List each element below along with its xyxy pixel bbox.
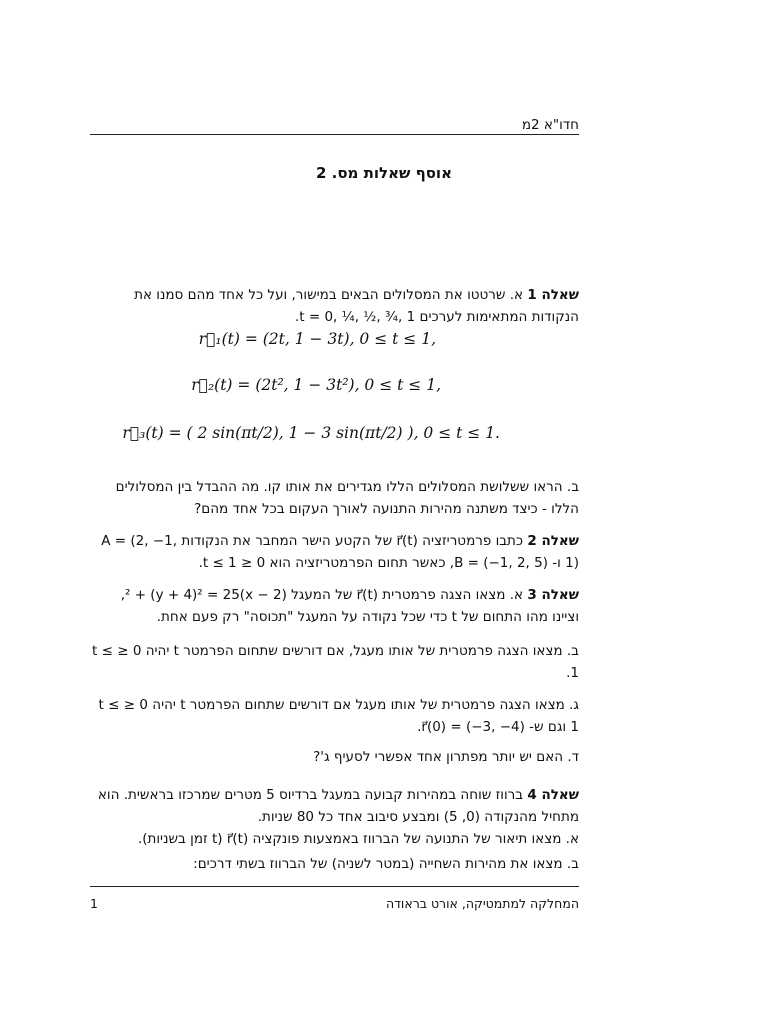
question-1-part-a xyxy=(90,284,579,328)
equation-r1: r⃗₁(t) = (2t, 1 − 3t), 0 ≤ t ≤ 1, xyxy=(198,330,436,348)
header-course: חדו"א 2מ xyxy=(521,117,579,133)
question-4 xyxy=(90,784,579,828)
header-rule xyxy=(90,134,579,135)
question-2 xyxy=(90,530,579,574)
question-4-text: ברווז שוחה במהירות קבועה במעגל ברדיוס 5 מטרים שמרכזו בראשית. הוא מתחיל מהנקודה (0, 5) ומבצע סיבוב אחד כל 80 שניות. xyxy=(97,787,579,825)
footer-page-number: 1 xyxy=(90,896,98,911)
question-3-part-a xyxy=(90,584,579,628)
page-title: אוסף שאלות מס. 2 xyxy=(315,164,452,182)
question-1-label: שאלה 1 xyxy=(527,287,579,303)
question-3-label: שאלה 3 xyxy=(527,587,579,603)
question-2-label: שאלה 2 xyxy=(527,533,579,549)
question-3-part-d: ד. האם יש יותר מפתרון אחד אפשרי לסעיף ג'? xyxy=(313,749,579,765)
question-4-label: שאלה 4 xyxy=(527,787,579,803)
equation-r3: r⃗₃(t) = ( 2 sin(πt/2), 1 − 3 sin(πt/2) ), 0 ≤ t ≤ 1. xyxy=(122,424,500,442)
equation-r2: r⃗₂(t) = (2t², 1 − 3t²), 0 ≤ t ≤ 1, xyxy=(191,376,441,394)
question-4-part-a: א. מצאו תיאור של התנועה של הברווז באמצעות פונקציה r⃗(t) (t זמן בשניות). xyxy=(137,831,579,847)
question-2-text: כתבו פרמטריזציה r⃗(t) של הקטע הישר המחבר את הנקודות A = (2, −1, 1) ו- B = (−1, 2, 5), כאשר תחום הפרמטריזציה הוא 0 ≤ t ≤ 1. xyxy=(101,533,579,571)
question-1-part-a-text: א. שרטטו את המסלולים הבאים במישור, ועל כל אחד מהם סמנו את הנקודות המתאימות לערכים t = 0, ¼, ½, ¾, 1. xyxy=(134,287,579,325)
question-3-part-c: ג. מצאו הצגה פרמטרית של אותו מעגל אם דורשים שתחום הפרמטר t יהיה 0 ≤ t ≤ 1 וגם ש- r⃗(0) = (−3, −4). xyxy=(98,697,579,735)
question-3-part-b: ב. מצאו הצגה פרמטרית של אותו מעגל, אם דורשים שתחום הפרמטר t יהיה 0 ≤ t ≤ 1. xyxy=(92,643,579,681)
footer-department: המחלקה למתמטיקה, אורט בראודה xyxy=(385,896,579,911)
footer-rule xyxy=(90,886,579,887)
question-3-part-a-text: א. מצאו הצגה פרמטרית r⃗(t) של המעגל (x − 2)² + (y + 4)² = 25, וציינו מהו התחום של t כדי שכל נקודה על המעגל "תכוסה" רק פעם אחת. xyxy=(120,587,579,625)
question-4-part-b: ב. מצאו את מהירות השחייה (במטר לשניה) של הברווז בשתי דרכים: xyxy=(193,856,579,872)
question-1-part-b: ב. הראו ששלושת המסלולים הללו מגדירים את אותו קו. מה ההבדל בין המסלולים הללו - כיצד משתנה מהירות התנועה לאורך העקום בכל אחד מהם? xyxy=(115,479,579,517)
